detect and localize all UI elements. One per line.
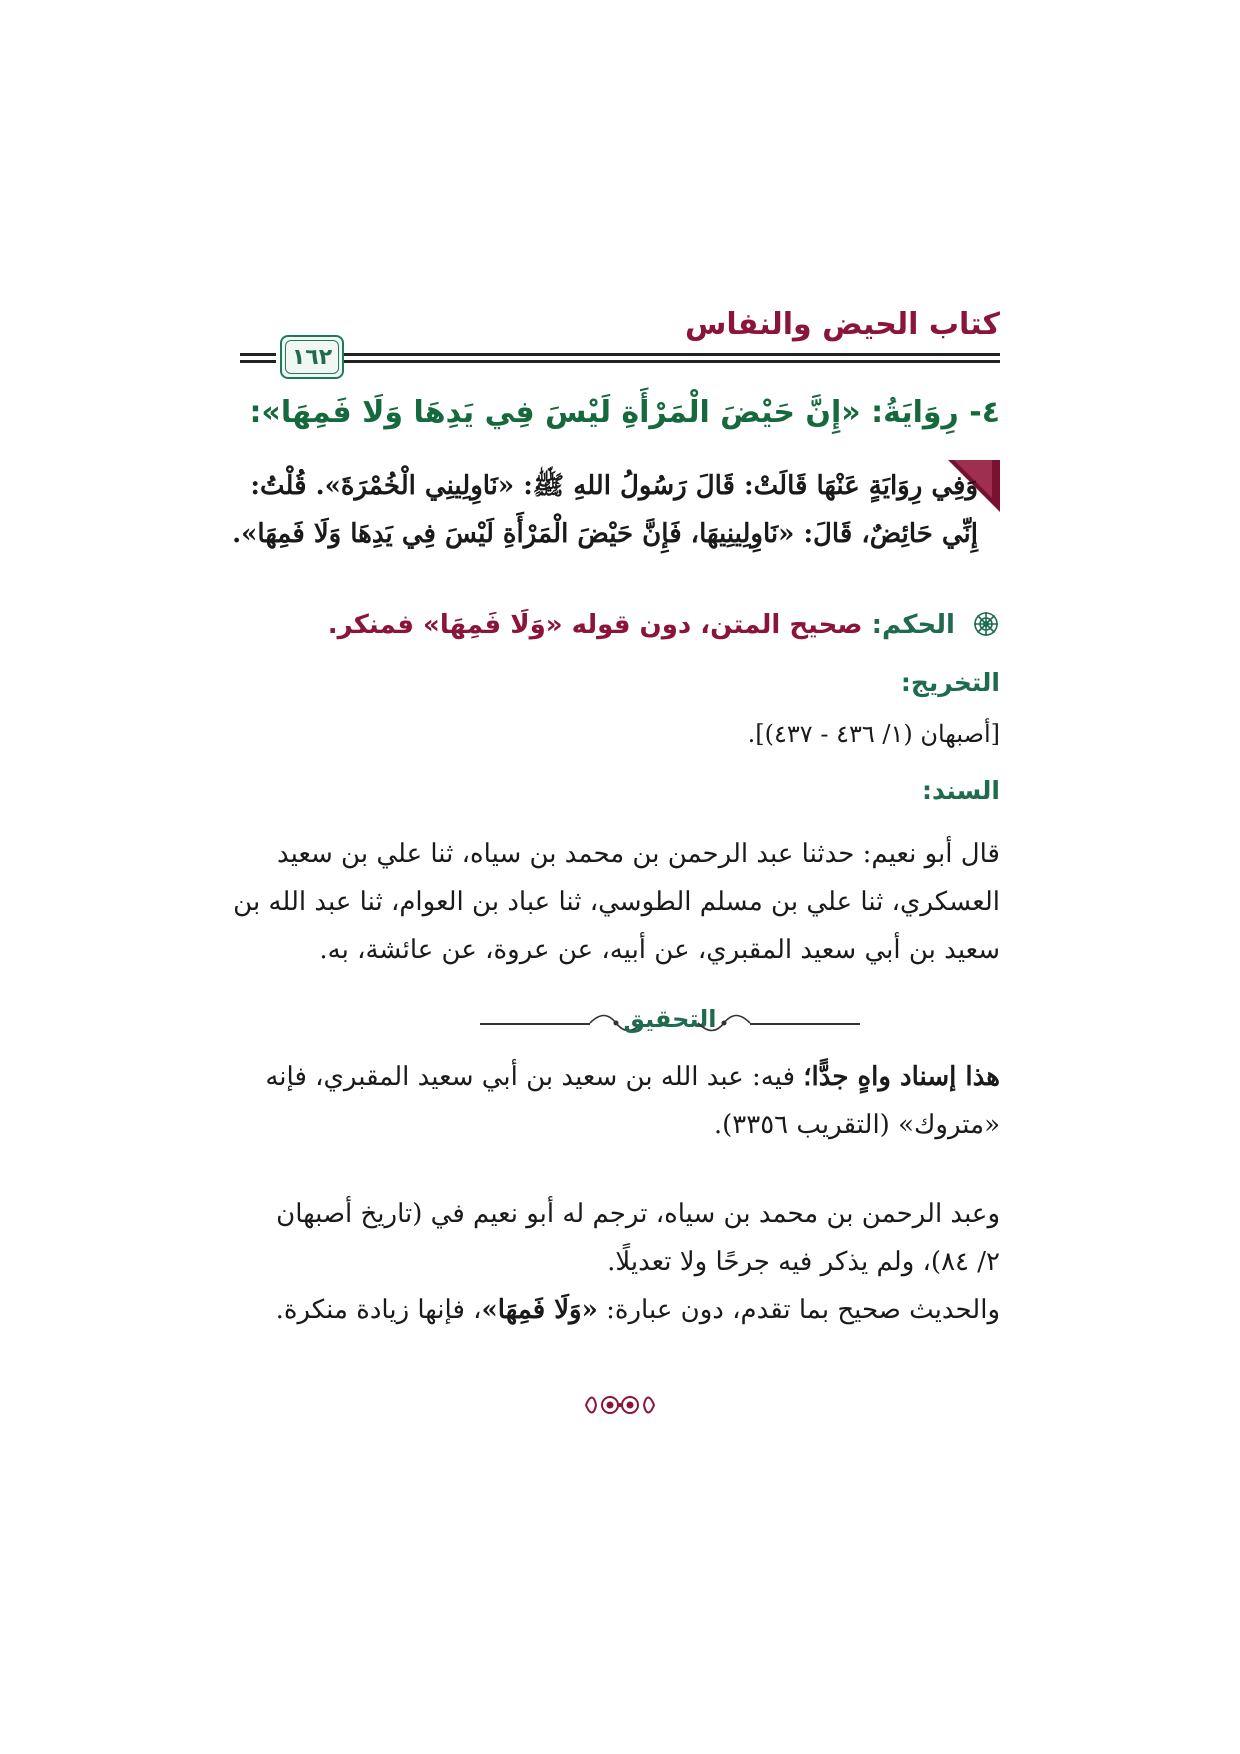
tahqiq-line — [240, 1053, 1000, 1101]
tahqiq-line: وعبد الرحمن بن محمد بن سياه، ترجم له أبو نعيم في (تاريخ أصبهان — [276, 1199, 1000, 1229]
sanad-heading: السند: — [921, 776, 1000, 805]
tahqiq-bold: هذا إسناد واهٍ جدًّا؛ — [803, 1062, 1000, 1092]
sanad-line: قال أبو نعيم: حدثنا عبد الرحمن بن محمد بن سياه، ثنا علي بن سعيد — [276, 839, 1000, 869]
sanad-line: العسكري، ثنا علي بن مسلم الطوسي، ثنا عباد بن العوام، ثنا عبد الله بن — [233, 887, 1000, 917]
sanad-paragraph — [233, 830, 1000, 974]
takhrij-heading: التخريج: — [900, 668, 1000, 697]
ruling-label: الحكم: — [871, 610, 955, 640]
tahqiq-line: «متروك» (التقريب ٣٣٥٦). — [713, 1110, 1000, 1140]
header-rule — [240, 353, 276, 356]
sanad-line: سعيد بن أبي سعيد المقبري، عن أبيه، عن عروة، عن عائشة، به. — [319, 935, 1000, 965]
tahqiq-text: ، فإنها زيادة منكرة. — [275, 1295, 482, 1325]
rosette-icon — [972, 610, 1000, 638]
tahqiq-line — [240, 1286, 1000, 1334]
flourish-icon — [696, 1013, 752, 1033]
page-number-text: ١٦٢ — [291, 344, 333, 370]
ruling-text: صحيح المتن، دون قوله «وَلَا فَمِهَا» فمنكر. — [327, 610, 863, 640]
section-heading: ٤- رِوَايَةُ: «إِنَّ حَيْضَ الْمَرْأَةِ لَيْسَ فِي يَدِهَا وَلَا فَمِهَا»: — [249, 395, 1000, 430]
tahqiq-paragraph — [240, 1190, 1000, 1286]
hadith-line: وَفِي رِوَايَةٍ عَنْهَا قَالَتْ: قَالَ رَسُولُ اللهِ ﷺ: «نَاوِلِينِي الْخُمْرَةَ». قُلْتُ: — [250, 471, 978, 501]
tahqiq-text: والحديث صحيح بما تقدم، دون عبارة: — [597, 1295, 1000, 1325]
tahqiq-text: فيه: عبد الله بن سعيد بن أبي سعيد المقبري، فإنه — [265, 1062, 804, 1092]
page-header — [240, 305, 1000, 385]
divider-line — [750, 1023, 860, 1025]
tahqiq-bold: «وَلَا فَمِهَا» — [481, 1295, 598, 1325]
ruling — [240, 610, 1000, 640]
header-rule — [344, 353, 1000, 356]
tahqiq-heading: التحقيق — [623, 1005, 717, 1033]
tahqiq-divider — [480, 1003, 860, 1043]
tahqiq-line: ٢/ ٨٤)، ولم يذكر فيه جرحًا ولا تعديلًا. — [607, 1247, 1000, 1277]
header-rule — [344, 360, 1000, 363]
hadith-line: إِنِّي حَائِضٌ، قَالَ: «نَاوِلِينِيهَا، فَإِنَّ حَيْضَ الْمَرْأَةِ لَيْسَ فِي يَدِهَا وَلَا فَمِهَا». — [232, 519, 978, 549]
hadith-text-block — [232, 460, 1000, 580]
header-rule — [240, 360, 276, 363]
tahqiq-paragraph — [240, 1053, 1000, 1149]
closing-ornament-icon — [580, 1385, 660, 1425]
takhrij-text: [أصبهان (١/ ٤٣٦ - ٤٣٧)]. — [747, 720, 1000, 748]
page-number — [280, 335, 344, 379]
book-title: كتاب الحيض والنفاس — [684, 307, 1000, 342]
tahqiq-paragraph — [240, 1286, 1000, 1334]
